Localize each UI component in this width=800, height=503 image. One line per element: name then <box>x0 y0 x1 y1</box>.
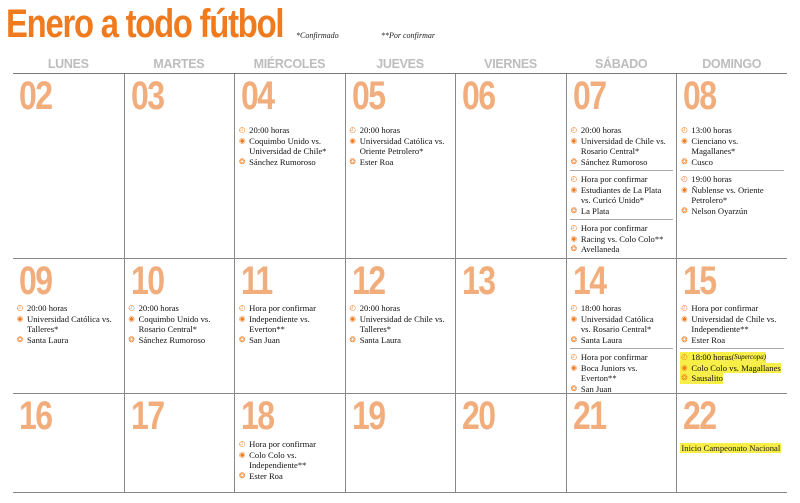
event-venue-line <box>349 157 453 168</box>
event-match: Universidad de Chile vs. <box>691 313 777 324</box>
match-event <box>570 170 674 219</box>
day-number: 03 <box>130 74 163 118</box>
stadium-icon: ❂ <box>570 383 577 393</box>
event-time-line <box>238 303 342 314</box>
event-match-line <box>16 324 121 335</box>
event-venue-line <box>238 157 342 168</box>
match-event <box>680 348 784 387</box>
legend-confirmed: *Confirmado <box>296 31 339 40</box>
event-match-line <box>238 324 342 335</box>
event-match: vs. Rosario Central* <box>580 324 652 334</box>
event-time-line <box>680 303 784 314</box>
event-venue: Nelson Oyarzún <box>691 205 748 216</box>
event-match-line <box>16 314 121 325</box>
day-cell <box>566 259 677 394</box>
clock-icon: ◴ <box>681 125 688 134</box>
weekday-header: DOMINGO <box>702 57 762 71</box>
event-venue-line <box>680 373 723 384</box>
event-time-line <box>128 303 232 314</box>
event-venue: Sánchez Rumoroso <box>249 156 316 167</box>
day-number: 05 <box>351 74 385 118</box>
event-match: Estudiantes de La Plata <box>580 184 662 195</box>
event-match: Talleres* <box>27 324 59 334</box>
match-event <box>570 302 674 348</box>
event-time-line <box>570 223 674 234</box>
day-cell <box>566 394 677 493</box>
soccer-ball-icon: ◉ <box>681 362 688 372</box>
event-match-line <box>680 324 784 335</box>
event-match-line <box>238 450 342 461</box>
weekday-header: MARTES <box>153 57 205 71</box>
event-time: 18:00 horas <box>580 303 622 313</box>
day-cell <box>676 394 787 493</box>
event-match: Universidad de Chile* <box>249 146 327 156</box>
event-match: Colo Colo vs. <box>249 449 297 460</box>
event-time-line <box>349 303 453 314</box>
event-time: 20:00 horas <box>138 303 179 313</box>
day-number: 07 <box>572 74 606 118</box>
day-cell <box>345 259 456 394</box>
event-match-line <box>680 136 784 147</box>
event-match: Cienciano vs. <box>691 135 739 146</box>
event-venue-line <box>128 335 232 346</box>
day-events <box>349 124 453 170</box>
day-events <box>680 438 784 456</box>
day-cell <box>124 74 235 259</box>
event-match-line <box>128 314 232 325</box>
event-time-line <box>238 439 342 450</box>
day-events <box>238 438 342 484</box>
event-match-line <box>349 146 453 157</box>
match-event <box>570 124 674 170</box>
clock-icon: ◴ <box>681 352 688 361</box>
day-cell <box>13 394 124 493</box>
event-venue-line <box>238 471 342 482</box>
event-match: Petrolero* <box>691 195 728 205</box>
event-venue: Santa Laura <box>359 334 401 345</box>
event-match: Coquimbo Unido vs. <box>249 135 321 146</box>
event-match: Independiente** <box>691 324 749 334</box>
day-number: 09 <box>19 259 52 303</box>
day-number: 22 <box>683 394 716 438</box>
event-venue: Ester Roa <box>359 156 394 167</box>
soccer-ball-icon: ◉ <box>349 313 356 323</box>
event-venue: Sausalito <box>691 373 723 383</box>
weekday-header: VIERNES <box>484 57 537 71</box>
event-match: Ñublense vs. Oriente <box>691 184 764 195</box>
soccer-ball-icon: ◉ <box>570 362 578 372</box>
clock-icon: ◴ <box>128 303 135 312</box>
stadium-icon: ❂ <box>681 205 688 215</box>
match-event <box>680 170 784 219</box>
soccer-ball-icon: ◉ <box>681 313 688 323</box>
event-match-line <box>680 363 780 374</box>
soccer-ball-icon: ◉ <box>238 135 246 145</box>
event-match: Magallanes* <box>691 146 736 156</box>
day-number: 08 <box>683 74 716 118</box>
day-cell <box>124 394 235 493</box>
event-match: Rosario Central* <box>138 324 198 334</box>
event-match: Racing vs. Colo Colo** <box>580 233 664 244</box>
stadium-icon: ❂ <box>570 244 577 253</box>
day-cell <box>676 259 787 394</box>
event-time-line <box>570 303 674 314</box>
event-venue: San Juan <box>249 334 280 345</box>
day-number: 13 <box>462 259 495 303</box>
event-match-line <box>570 185 674 196</box>
event-venue-line <box>349 335 453 346</box>
soccer-ball-icon: ◉ <box>238 449 246 459</box>
stadium-icon: ❂ <box>16 334 24 344</box>
event-match-line <box>238 136 342 147</box>
day-events <box>238 302 342 348</box>
day-number: 20 <box>462 394 495 438</box>
event-venue: Ester Roa <box>249 470 283 481</box>
clock-icon: ◴ <box>570 352 578 361</box>
season-start-note: Inicio Campeonato Nacional <box>681 443 781 453</box>
match-event <box>349 124 453 170</box>
event-venue: San Juan <box>580 383 612 394</box>
day-number: 11 <box>241 259 272 303</box>
soccer-ball-icon: ◉ <box>570 313 578 323</box>
stadium-icon: ❂ <box>570 156 577 166</box>
day-events <box>680 124 784 219</box>
event-match: Universidad de Chile vs. <box>359 313 445 324</box>
event-match: Universidad Católica <box>580 313 654 324</box>
event-time: Hora por confirmar <box>249 439 316 449</box>
match-event <box>349 302 453 348</box>
event-match-line <box>680 314 784 325</box>
event-venue-line <box>680 335 784 346</box>
event-match: Independiente vs. <box>249 313 310 324</box>
event-match: Rosario Central* <box>580 146 640 156</box>
event-time: 19:00 horas <box>691 174 732 184</box>
event-venue-line <box>570 384 674 395</box>
stadium-icon: ❂ <box>238 156 246 166</box>
match-event <box>680 302 784 348</box>
event-time-line <box>680 352 766 363</box>
day-events <box>128 302 232 348</box>
day-cell <box>455 394 566 493</box>
event-match-line <box>570 146 674 157</box>
event-match: Coquimbo Unido vs. <box>138 313 211 324</box>
calendar-grid <box>13 74 787 493</box>
event-venue-line <box>570 335 674 346</box>
day-cell <box>13 259 124 394</box>
event-match-line <box>570 314 674 325</box>
weekday-headers <box>13 56 787 72</box>
clock-icon: ◴ <box>570 174 578 183</box>
day-number: 06 <box>462 74 495 118</box>
event-match: Universidad de Chile vs. <box>580 135 666 146</box>
stadium-icon: ❂ <box>238 470 246 480</box>
event-match-line <box>570 324 674 335</box>
day-cell <box>455 259 566 394</box>
event-venue: Ester Roa <box>691 334 726 345</box>
soccer-ball-icon: ◉ <box>681 184 688 194</box>
event-venue: Sánchez Rumoroso <box>138 334 206 345</box>
event-time: Hora por confirmar <box>691 303 759 313</box>
event-venue: La Plata <box>580 205 610 216</box>
stadium-icon: ❂ <box>238 334 246 344</box>
clock-icon: ◴ <box>681 174 688 183</box>
match-event <box>570 348 674 394</box>
clock-icon: ◴ <box>349 125 356 134</box>
weekday-header: JUEVES <box>376 57 424 71</box>
day-number: 19 <box>351 394 385 438</box>
clock-icon: ◴ <box>349 303 356 312</box>
day-number: 02 <box>19 74 52 118</box>
day-cell <box>13 74 124 259</box>
event-match-line <box>238 460 342 471</box>
day-events <box>570 302 674 394</box>
day-cell <box>676 74 787 259</box>
event-match: Boca Juniors vs. Everton** <box>580 362 638 383</box>
event-match: Universidad Católica vs. <box>27 313 112 324</box>
weekday-header: LUNES <box>47 57 89 71</box>
event-time-line <box>238 125 342 136</box>
weekday-header: MIÉRCOLES <box>253 57 326 71</box>
day-events <box>349 302 453 348</box>
day-events <box>16 302 121 348</box>
event-time-line <box>570 174 674 185</box>
event-match-line <box>680 195 784 206</box>
event-time-line <box>349 125 453 136</box>
event-venue-line <box>16 335 121 346</box>
event-match-line <box>349 314 453 325</box>
clock-icon: ◴ <box>238 303 246 312</box>
event-venue: Cusco <box>691 156 713 167</box>
day-cell <box>124 259 235 394</box>
day-cell <box>566 74 677 259</box>
legend-unconfirmed: **Por confirmar <box>381 31 435 40</box>
day-cell <box>345 394 456 493</box>
event-match-line <box>349 136 453 147</box>
event-match: Colo Colo vs. Magallanes <box>691 362 781 373</box>
event-venue: Santa Laura <box>580 334 623 345</box>
stadium-icon: ❂ <box>349 334 356 344</box>
day-events <box>238 124 342 170</box>
day-number: 21 <box>572 394 606 438</box>
match-event <box>238 302 342 348</box>
day-number: 17 <box>130 394 163 438</box>
event-venue-line <box>238 335 342 346</box>
stadium-icon: ❂ <box>570 205 577 215</box>
event-time: Hora por confirmar <box>580 174 648 184</box>
event-time: Hora por confirmar <box>580 223 648 233</box>
event-match-line <box>570 136 674 147</box>
event-time: 13:00 horas <box>691 125 732 135</box>
day-number: 16 <box>19 394 52 438</box>
event-match-line <box>570 234 674 245</box>
event-time: 20:00 horas <box>359 125 401 135</box>
soccer-ball-icon: ◉ <box>16 313 24 323</box>
soccer-ball-icon: ◉ <box>681 135 688 145</box>
day-number: 18 <box>241 394 274 438</box>
clock-icon: ◴ <box>238 439 246 448</box>
soccer-ball-icon: ◉ <box>570 233 578 243</box>
stadium-icon: ❂ <box>681 373 688 382</box>
clock-icon: ◴ <box>570 125 578 134</box>
day-number: 15 <box>683 259 716 303</box>
day-number: 10 <box>130 259 163 303</box>
clock-icon: ◴ <box>681 303 688 312</box>
event-time-line <box>680 125 784 136</box>
event-venue-line <box>680 157 784 168</box>
day-cell <box>345 74 456 259</box>
day-number: 14 <box>572 259 606 303</box>
event-match: Talleres* <box>359 324 392 334</box>
weekday-header: SÁBADO <box>594 57 648 71</box>
match-event <box>128 302 232 348</box>
event-time-line <box>570 352 674 363</box>
match-event <box>16 302 121 348</box>
event-time: 20:00 horas <box>580 125 622 135</box>
clock-icon: ◴ <box>570 223 578 232</box>
event-time: 18:00 horas <box>691 352 732 362</box>
event-time-line <box>680 174 784 185</box>
day-number: 04 <box>241 74 274 118</box>
event-time: 20:00 horas <box>27 303 68 313</box>
event-time-line <box>570 125 674 136</box>
event-match-line <box>570 195 674 206</box>
match-event <box>680 124 784 170</box>
day-cell <box>455 74 566 259</box>
soccer-ball-icon: ◉ <box>128 313 135 323</box>
event-match: Oriente Petrolero* <box>359 146 424 156</box>
event-match: Universidad Católica vs. <box>359 135 445 146</box>
day-cell <box>234 74 345 259</box>
event-venue: Sánchez Rumoroso <box>580 156 648 167</box>
stadium-icon: ❂ <box>681 156 688 166</box>
event-time: Hora por confirmar <box>580 352 648 362</box>
event-match-line <box>680 146 784 157</box>
event-match-line <box>570 363 674 384</box>
event-time: 20:00 horas <box>249 125 290 135</box>
event-venue: Avellaneda <box>580 244 620 254</box>
event-venue-line <box>680 206 784 217</box>
clock-icon: ◴ <box>570 303 578 312</box>
match-event <box>570 219 674 258</box>
soccer-ball-icon: ◉ <box>349 135 356 145</box>
clock-icon: ◴ <box>238 125 246 134</box>
day-events <box>680 302 784 387</box>
event-match-line <box>238 314 342 325</box>
soccer-ball-icon: ◉ <box>570 135 578 145</box>
match-event <box>238 124 342 170</box>
day-cell <box>234 394 345 493</box>
event-time-note: (Supercopa) <box>731 353 767 361</box>
stadium-icon: ❂ <box>681 334 688 344</box>
event-match: vs. Curicó Unido* <box>580 195 645 205</box>
soccer-ball-icon: ◉ <box>570 184 578 194</box>
event-match-line <box>349 324 453 335</box>
day-cell <box>234 259 345 394</box>
event-time: Hora por confirmar <box>249 303 316 313</box>
event-time-line <box>16 303 121 314</box>
event-venue-line <box>570 157 674 168</box>
event-venue-line <box>570 206 674 217</box>
stadium-icon: ❂ <box>128 334 135 344</box>
day-events <box>570 124 674 258</box>
page-title: Enero a todo fútbol <box>6 2 284 46</box>
event-match: Independiente** <box>249 460 307 470</box>
event-venue-line <box>570 244 674 255</box>
event-match-line <box>238 146 342 157</box>
soccer-ball-icon: ◉ <box>238 313 246 323</box>
event-time: 20:00 horas <box>359 303 401 313</box>
clock-icon: ◴ <box>16 303 24 312</box>
stadium-icon: ❂ <box>570 334 577 344</box>
match-event <box>238 438 342 484</box>
event-match-line <box>680 185 784 196</box>
day-number: 12 <box>351 259 385 303</box>
event-venue: Santa Laura <box>27 334 69 345</box>
event-match-line <box>128 324 232 335</box>
event-match: Everton** <box>249 324 285 334</box>
stadium-icon: ❂ <box>349 156 356 166</box>
